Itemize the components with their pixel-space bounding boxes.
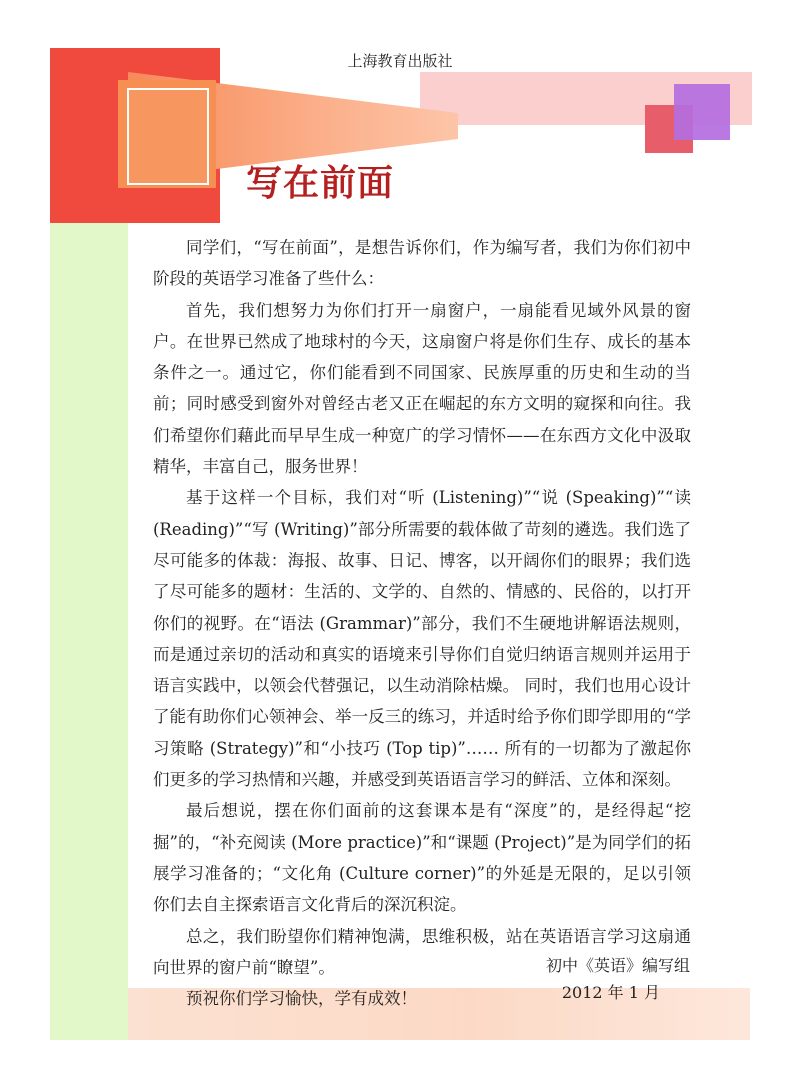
page-title: 写在前面 bbox=[246, 162, 395, 204]
preface-body bbox=[153, 232, 691, 1014]
paragraph: 总之，我们盼望你们精神饱满，思维积极，站在英语语言学习这扇通向世界的窗户前“瞭望”。 bbox=[153, 926, 691, 977]
white-frame bbox=[127, 88, 209, 185]
publisher-name: 上海教育出版社 bbox=[347, 52, 453, 70]
signature-date: 2012 年 1 月 bbox=[561, 983, 660, 1002]
paragraph: 最后想说，摆在你们面前的这套课本是有“深度”的，是经得起“挖掘”的，“补充阅读 (More practice)”和“课题 (Project)”是为同学们的拓展学习准备的；“文化角 (Culture corner)”的外延是无限的，足以引领你们去自主探索语言文化背后的深沉积淀。 bbox=[153, 801, 691, 915]
paragraph: 基于这样一个目标，我们对“听 (Listening)”“说 (Speaking)”“读 (Reading)”“写 (Writing)”部分所需要的载体做了苛刻的遴选。我们选了尽可能多的体裁：海报、故事、日记、博客，以开阔你们的眼界；我们选了尽可能多的题材：生活的、文学的、自然的、情感的、民俗的，以打开你们的视野。在“语法 (Grammar)”部分，我们不生硬地讲解语法规则，而是通过亲切的活动和真实的语境来引导你们自觉归纳语言规则并运用于语言实践中，以领会代替强记，以生动消除枯燥。 同时，我们也用心设计了能有助你们心领神会、举一反三的练习，并适时给予你们即学即用的“学习策略 (Strategy)”和“小技巧 (Top tip)”…… 所有的一切都为了激起你们更多的学习热情和兴趣，并感受到英语语言学习的鲜活、立体和深刻。 bbox=[153, 488, 691, 790]
author-signature: 初中《英语》编写组 bbox=[545, 956, 690, 975]
paragraph: 首先，我们想努力为你们打开一扇窗户，一扇能看见域外风景的窗户。在世界已然成了地球村的今天，这扇窗户将是你们生存、成长的基本条件之一。通过它，你们能看到不同国家、民族厚重的历史和生动的当前；同时感受到窗外对曾经古老又正在崛起的东方文明的窥探和向往。我们希望你们藉此而早早生成一种宽广的学习情怀——在东西方文化中汲取精华，丰富自己，服务世界！ bbox=[153, 300, 691, 477]
left-green-strip bbox=[50, 205, 128, 1040]
paragraph: 同学们，“写在前面”，是想告诉你们，作为编写者，我们为你们初中阶段的英语学习准备了些什么： bbox=[153, 238, 691, 289]
bottom-green-strip bbox=[50, 988, 128, 1040]
paragraph: 预祝你们学习愉快，学有成效！ bbox=[186, 989, 417, 1009]
purple-square-decoration bbox=[674, 84, 730, 140]
